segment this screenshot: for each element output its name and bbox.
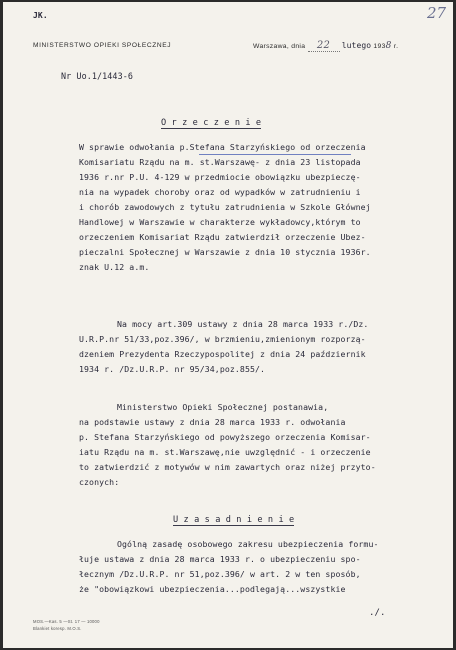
footer-line-1: MOS.—Kas. 5 —St. 17 — 10000 [33,619,100,624]
text-line: na podstawie ustawy z dnia 28 marca 1933 r. odwołania [79,417,346,427]
text-line: W sprawie odwołania p.Stefana Starzyńskiego od orzeczenia [79,142,366,152]
text-line: Komisariatu Rządu na m. st.Warszawę- z dnia 23 listopada [79,157,361,167]
section-title: U z a s a d n i e n i e [173,515,295,525]
form-footer [33,619,100,631]
text-line: to zatwierdzić z motywów w nim zawartych oraz niżej przyto- [79,462,376,472]
text-line: U.R.P.nr 51/33,poz.396/, w brzmieniu,zmienionym rozporzą- [79,334,366,344]
date-day: 22 [308,40,340,52]
text-line: nia na wypadek choroby oraz od wypadków w zatrudnieniu i [79,187,361,197]
date-year-suffix: r. [393,43,399,50]
date-year-printed: 193 [373,43,386,50]
text-line: łecznym /Dz.U.R.P. nr 51,poz.396/ w art. 2 w ten sposób, [79,569,361,579]
page-number: 27 [427,4,447,22]
date-line [253,40,398,52]
place-date-prefix: Warszawa, dnia [253,43,306,50]
text-line: pieczalni Społecznej w Warszawie z dnia 10 stycznia 1936r. [79,247,371,257]
text-line: czonych: [79,477,120,487]
text-line: 1936 r.nr P.U. 4-129 w przedmiocie obowiązku ubezpieczę- [79,172,361,182]
ministry-name: MINISTERSTWO OPIEKI SPOŁECZNEJ [33,42,172,49]
text-line: że "obowiązkowi ubezpieczenia...podlegają...wszystkie [79,584,346,594]
date-month: lutego [341,41,372,50]
text-line: znak U.12 a.m. [79,262,150,272]
text-line: dzeniem Prezydenta Rzeczypospolitej z dnia 24 październik [79,349,366,359]
text-line: iatu Rządu na m. st.Warszawę,nie uwzględnić - i orzeczenie [79,447,371,457]
text-line: orzeczeniem Komisariat Rządu zatwierdził orzeczenie Ubez- [79,232,366,242]
document-page [3,2,453,648]
document-title: O r z e c z e n i e [161,118,262,128]
text-line: Handlowej w Warszawie w charakterze wykładowcy,którym to [79,217,361,227]
text-line: Ministerstwo Opieki Społecznej postanawia, [117,402,329,412]
text-line: 1934 r. /Dz.U.R.P. nr 95/34,poz.855/. [79,364,266,374]
continuation-mark: ./. [369,608,386,618]
text-line: Na mocy art.309 ustawy z dnia 28 marca 1933 r./Dz. [117,319,369,329]
corner-mark: JK. [33,11,48,20]
text-line: p. Stefana Starzyńskiego od powyższego orzeczenia Komisar- [79,432,371,442]
footer-line-2: Blankiet koresp. M.O.S. [33,626,82,631]
text-line: i chorób zawodowych z tytułu zatrudnienia w Szkole Głównej [79,202,371,212]
text-line: Ogólną zasadę osobowego zakresu ubezpieczenia formu- [117,539,379,549]
date-year-handwritten: 8 [385,41,392,51]
reference-number: Nr Uo.1/1443-6 [61,71,133,81]
text-line: łuje ustawa z dnia 28 marca 1933 r. o ubezpieczeniu spo- [79,554,361,564]
name-underline-mark [199,154,351,155]
